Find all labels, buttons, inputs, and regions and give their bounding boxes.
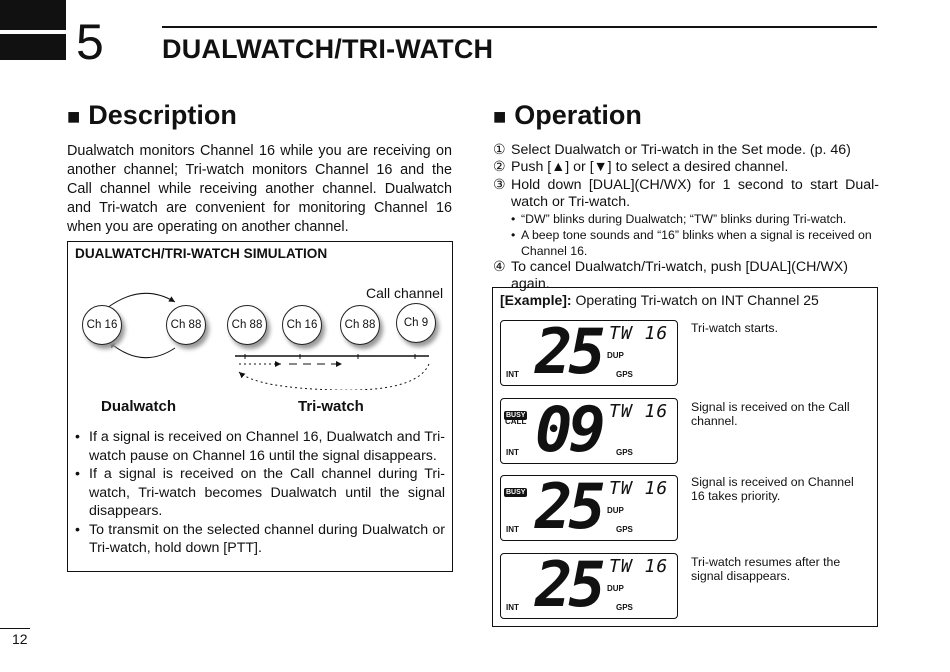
note-item: • If a signal is received on the Call channel during Tri-watch, Tri-watch becomes Dualwatch until the signal disappears.: [75, 465, 445, 521]
note-item: • If a signal is received on Channel 16, Dualwatch and Tri-watch pause on Channel 16 until the signal disappears.: [75, 428, 445, 465]
chapter-tab-block: [0, 0, 66, 30]
step-number: ④: [493, 259, 506, 276]
step-text: Hold down [DUAL](CH/WX) for 1 second to start Dual-watch or Tri-watch.: [511, 176, 879, 210]
lcd-int: INT: [506, 603, 519, 612]
triwatch-channel-88-a: Ch 88: [227, 305, 267, 345]
chapter-number: 5: [76, 14, 104, 70]
lcd-caption: Signal is received on the Call channel.: [691, 400, 850, 428]
lcd-dup: DUP: [607, 351, 624, 360]
chapter-title: DUALWATCH/TRI-WATCH: [162, 34, 494, 64]
lcd-gps: GPS: [616, 603, 633, 612]
lcd-gps: GPS: [616, 448, 633, 457]
operation-heading: [493, 100, 642, 131]
lcd-tw-indicator: TW 16: [609, 478, 669, 499]
lcd-gps: GPS: [616, 370, 633, 379]
simulation-notes: [75, 428, 445, 558]
lcd-int: INT: [506, 448, 519, 457]
step-1: [493, 142, 879, 159]
page-number: 12: [12, 631, 28, 647]
dualwatch-channel-16: Ch 16: [82, 305, 122, 345]
header-rule: [162, 26, 877, 28]
lcd-int: INT: [506, 370, 519, 379]
lcd-display: [500, 470, 678, 543]
dualwatch-channel-88: Ch 88: [166, 305, 206, 345]
lcd-caption: Tri-watch starts.: [691, 321, 778, 335]
step-text: Select Dualwatch or Tri-watch in the Set mode. (p. 46): [511, 142, 851, 158]
step-3-note: • A beep tone sounds and “16” blinks when a signal is received on Channel 16.: [493, 227, 879, 259]
lcd-dup: DUP: [607, 584, 624, 593]
heading-square-icon: ■: [493, 104, 507, 129]
call-channel-label: Call channel: [366, 285, 444, 301]
triwatch-channel-88-b: Ch 88: [340, 305, 380, 345]
lcd-int: INT: [506, 525, 519, 534]
lcd-channel: 09: [535, 393, 602, 466]
lcd-caption: Tri-watch resumes after the signal disappears.: [691, 555, 841, 583]
lcd-channel: 25: [535, 315, 602, 388]
example-title-text: Operating Tri-watch on INT Channel 25: [575, 292, 819, 308]
lcd-tw-indicator: TW 16: [609, 556, 669, 577]
triwatch-channel-9: Ch 9: [396, 303, 436, 343]
triwatch-channel-16: Ch 16: [282, 305, 322, 345]
heading-square-icon: ■: [67, 104, 81, 129]
example-title: [500, 292, 819, 308]
operation-steps: [493, 142, 879, 294]
lcd-display: [500, 548, 678, 621]
note-item: • To transmit on the selected channel during Dualwatch or Tri-watch, hold down [PTT].: [75, 521, 445, 558]
description-heading: [67, 100, 237, 131]
simulation-title: DUALWATCH/TRI-WATCH SIMULATION: [75, 246, 328, 261]
lcd-tw-indicator: TW 16: [609, 323, 669, 344]
dualwatch-arrow-top: [107, 293, 175, 308]
step-text: Push [▲] or [▼] to select a desired channel.: [511, 159, 789, 176]
example-label: [Example]:: [500, 292, 572, 308]
lcd-busy-badge: BUSY: [506, 489, 526, 496]
triwatch-label: Tri-watch: [298, 398, 364, 415]
lcd-caption: Signal is received on Channel 16 takes priority.: [691, 475, 854, 503]
step-2: [493, 159, 879, 176]
triwatch-return-arrow: [239, 364, 429, 390]
lcd-tw-indicator: TW 16: [609, 401, 669, 422]
lcd-channel: 25: [535, 548, 602, 621]
description-body: Dualwatch monitors Channel 16 while you are receiving on another channel; Tri-watch monitors Channel 16 and the Call channel while receiving another channel. Dualwatch and Tri-watch are convenient for monitoring Channel 16 when you are operating on another channel.: [67, 143, 452, 235]
lcd-dup: DUP: [607, 506, 624, 515]
step-3-note: • “DW” blinks during Dualwatch; “TW” blinks during Tri-watch.: [493, 211, 879, 227]
step-text: To cancel Dualwatch/Tri-watch, push [DUAL](CH/WX) again.: [511, 259, 848, 293]
lcd-display: [500, 315, 678, 388]
dualwatch-arrow-bottom: [109, 342, 175, 358]
step-number: ②: [493, 159, 506, 176]
step-3: [493, 177, 879, 212]
operation-heading-text: Operation: [514, 100, 642, 130]
lcd-gps: GPS: [616, 525, 633, 534]
chapter-tab-block-lower: [0, 34, 66, 60]
lcd-busy-badge: BUSY: [506, 412, 526, 419]
lcd-display: [500, 393, 678, 466]
footer-rule: [0, 628, 30, 629]
description-heading-text: Description: [88, 100, 237, 130]
dualwatch-label: Dualwatch: [101, 398, 177, 415]
step-number: ①: [493, 142, 506, 158]
lcd-channel: 25: [535, 470, 602, 543]
lcd-call: CALL: [505, 417, 527, 426]
step-number: ③: [493, 176, 506, 193]
